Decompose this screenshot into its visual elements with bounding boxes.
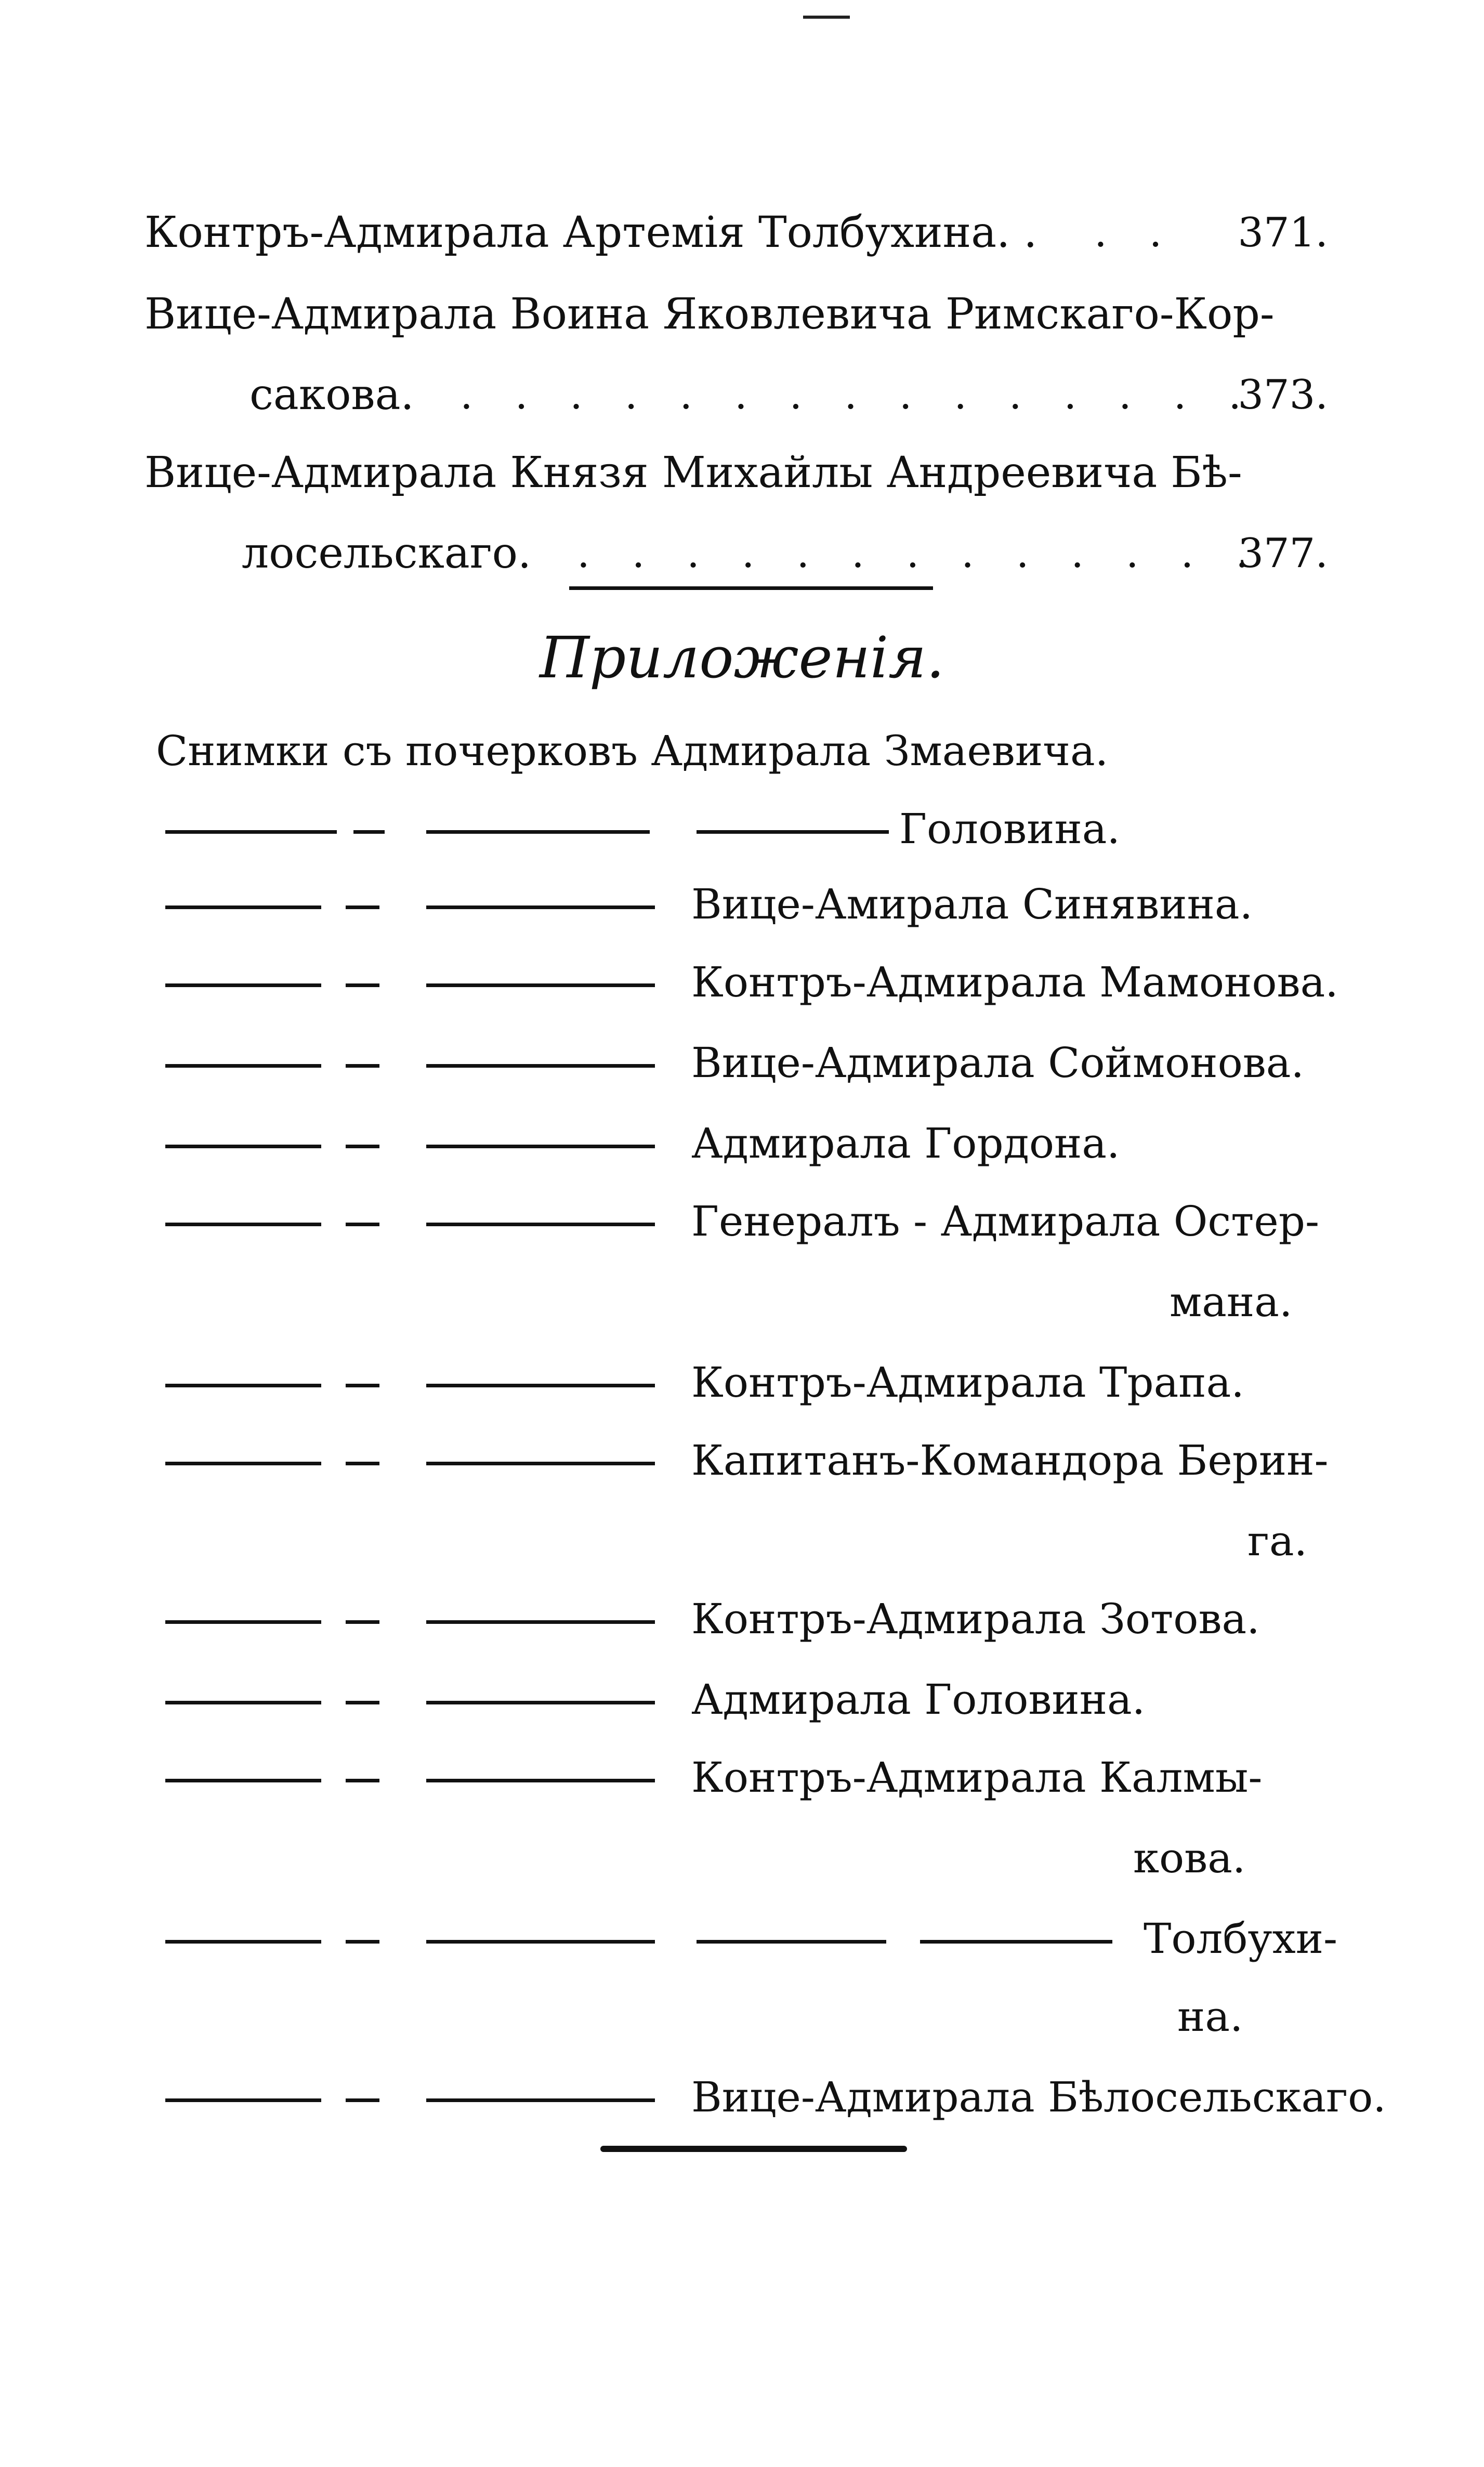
dash-segment bbox=[353, 830, 385, 834]
dash-segment bbox=[920, 1940, 1112, 1944]
appendix-intro: Снимки съ почерковъ Адмирала Змаевича. bbox=[156, 727, 1109, 775]
dash-segment bbox=[426, 1064, 655, 1068]
dash-segment bbox=[346, 1779, 379, 1782]
dash-segment bbox=[165, 1940, 321, 1944]
appendix-entry: мана. bbox=[1170, 1278, 1293, 1326]
dash-segment bbox=[165, 2098, 321, 2102]
dash-segment bbox=[346, 1145, 379, 1148]
dash-segment bbox=[165, 1779, 321, 1782]
dash-segment bbox=[165, 830, 337, 834]
toc-entry-1-text: Контръ-Адмирала Артемія Толбухина. . bbox=[145, 208, 1038, 257]
appendix-entry: Вице-Амирала Синявина. bbox=[691, 880, 1253, 928]
dash-segment bbox=[426, 906, 655, 909]
dash-segment bbox=[165, 1145, 321, 1148]
dash-segment bbox=[165, 1223, 321, 1226]
toc-entry-4-text: Вице-Адмирала Князя Михайлы Андреевича Бѣ- bbox=[145, 448, 1242, 497]
appendix-entry: Вице-Адмирала Соймонова. bbox=[691, 1039, 1304, 1087]
dash-segment bbox=[346, 1940, 379, 1944]
appendix-entry: Головина. bbox=[899, 805, 1120, 853]
dash-segment bbox=[426, 1701, 655, 1704]
dash-segment bbox=[346, 906, 379, 909]
dash-segment bbox=[426, 1384, 655, 1387]
appendix-entry: Генералъ - Адмирала Остер- bbox=[691, 1197, 1319, 1245]
appendix-entry: Вице-Адмирала Бѣлосельскаго. bbox=[691, 2073, 1386, 2121]
bottom-rule bbox=[600, 2146, 907, 2152]
toc-entry-1-dots: . . bbox=[1094, 209, 1177, 256]
dash-leader bbox=[0, 803, 1484, 855]
toc-entry-5-dots: . . . . . . . . . . . . . bbox=[577, 530, 1263, 577]
toc-entry-1-page: 371. bbox=[1238, 209, 1328, 256]
dash-segment bbox=[165, 1064, 321, 1068]
dash-segment bbox=[346, 1462, 379, 1465]
appendix-entry: на. bbox=[1177, 1992, 1243, 2041]
dash-segment bbox=[346, 1064, 379, 1068]
section-separator bbox=[569, 586, 933, 590]
appendix-entry: Контръ-Адмирала Калмы- bbox=[691, 1753, 1263, 1802]
dash-segment bbox=[426, 1779, 655, 1782]
dash-segment bbox=[426, 1940, 655, 1944]
dash-segment bbox=[426, 1223, 655, 1226]
toc-entry-5-page: 377. bbox=[1238, 530, 1328, 577]
dash-segment bbox=[426, 983, 655, 987]
appendix-entry: Адмирала Гордона. bbox=[691, 1119, 1120, 1167]
dash-segment bbox=[165, 906, 321, 909]
dash-segment bbox=[346, 1701, 379, 1704]
toc-entry-3-page: 373. bbox=[1238, 372, 1328, 418]
dash-segment bbox=[426, 1620, 655, 1624]
dash-segment bbox=[165, 1620, 321, 1624]
toc-entry-5-text: лосельскаго. bbox=[242, 529, 532, 578]
dash-segment bbox=[346, 1620, 379, 1624]
dash-segment bbox=[165, 1701, 321, 1704]
appendix-entry: Контръ-Адмирала Трапа. bbox=[691, 1358, 1244, 1407]
dash-segment bbox=[697, 1940, 886, 1944]
section-title: Приложенія. bbox=[539, 624, 945, 691]
appendix-entry: кова. bbox=[1133, 1834, 1246, 1882]
page-marker bbox=[803, 16, 850, 19]
dash-segment bbox=[346, 1384, 379, 1387]
dash-segment bbox=[165, 1384, 321, 1387]
dash-segment bbox=[426, 1462, 655, 1465]
dash-segment bbox=[165, 983, 321, 987]
toc-entry-3-text: сакова. bbox=[249, 370, 414, 419]
appendix-entry: Контръ-Адмирала Мамонова. bbox=[691, 958, 1338, 1006]
appendix-entry: га. bbox=[1247, 1517, 1308, 1565]
dash-segment bbox=[346, 2098, 379, 2102]
appendix-entry: Контръ-Адмирала Зотова. bbox=[691, 1595, 1260, 1643]
dash-segment bbox=[426, 2098, 655, 2102]
toc-entry-2-text: Вице-Адмирала Воина Яковлевича Римскаго-Кор- bbox=[145, 290, 1275, 339]
dash-segment bbox=[165, 1462, 321, 1465]
dash-segment bbox=[426, 1145, 655, 1148]
appendix-entry: Адмирала Головина. bbox=[691, 1675, 1146, 1724]
dash-segment bbox=[426, 830, 650, 834]
dash-segment bbox=[697, 830, 889, 834]
appendix-entry: Капитанъ-Командора Берин- bbox=[691, 1436, 1329, 1485]
appendix-entry: Толбухи- bbox=[1144, 1914, 1338, 1963]
dash-segment bbox=[346, 1223, 379, 1226]
dash-segment bbox=[346, 983, 379, 987]
toc-entry-3-dots: . . . . . . . . . . . . . . . bbox=[460, 372, 1256, 418]
